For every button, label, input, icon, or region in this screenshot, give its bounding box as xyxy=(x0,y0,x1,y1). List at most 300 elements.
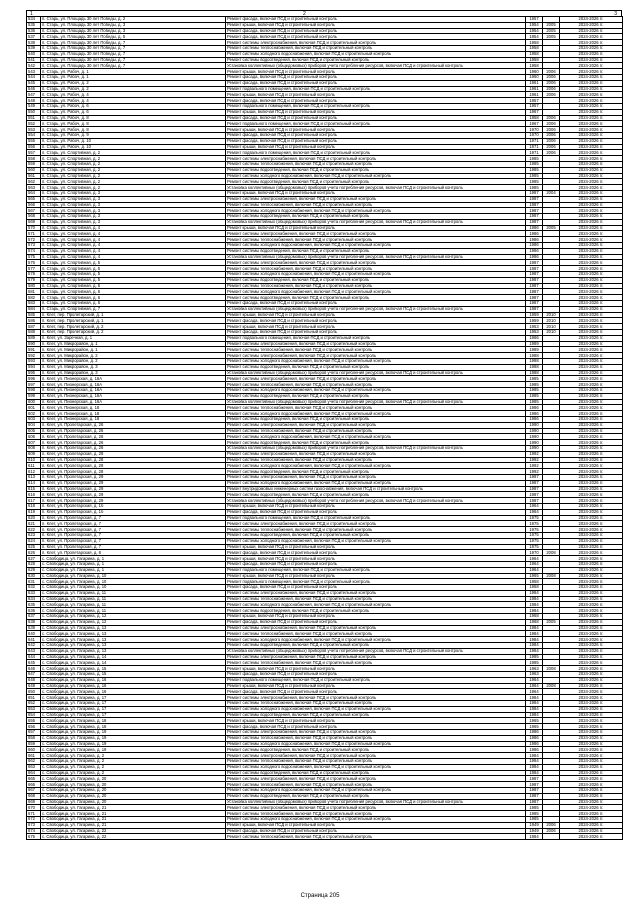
row-year: 1954 xyxy=(526,22,543,28)
row-year: 1989 xyxy=(526,341,543,347)
row-period: 2024-2026 гг. xyxy=(560,388,623,394)
row-year: 1987 xyxy=(526,480,543,486)
row-number: 655 xyxy=(27,718,41,724)
row-work-type: Ремонт системы холодного водоснабжения, включая ПСД и строительный контроль xyxy=(226,173,526,179)
row-period: 2024-2026 гг. xyxy=(560,561,623,567)
row-work-type: Ремонт фасада, включая ПСД и строительный контроль xyxy=(226,17,526,23)
row-work-type: Установка коллективных (общедомовых) приборов учета потребления ресурсов, включая ПСД и строительный контроль xyxy=(226,63,526,69)
row-address: п. Старь, ул. Спортивная, д. 5 xyxy=(41,260,226,266)
row-address: с. Свободица, ул. Гагарина, д. 19 xyxy=(41,741,226,747)
row-year: 1967 xyxy=(526,121,543,127)
row-work-type: Ремонт системы электроснабжения, включая ПСД и строительный контроль xyxy=(226,231,526,237)
row-address: п. Клет, ул. Микрорайон, д. 2 xyxy=(41,353,226,359)
row-year: 1963 xyxy=(526,666,543,672)
row-work-type: Ремонт системы теплоснабжения, включая ПСД и строительный контроль xyxy=(226,428,526,434)
row-work-type: Ремонт системы электроснабжения, включая ПСД и строительный контроль xyxy=(226,451,526,457)
row-year: 1992 xyxy=(526,463,543,469)
row-number: 628 xyxy=(27,561,41,567)
row-number: 629 xyxy=(27,567,41,573)
row-period: 2024-2026 гг. xyxy=(560,451,623,457)
row-year: 1975 xyxy=(526,538,543,544)
row-period: 2024-2026 гг. xyxy=(560,521,623,527)
row-period: 2024-2026 гг. xyxy=(560,121,623,127)
row-period: 2024-2026 гг. xyxy=(560,74,623,80)
row-period: 2024-2026 гг. xyxy=(560,376,623,382)
row-work-type: Ремонт системы водоотведения, включая ПСД и строительный контроль xyxy=(226,643,526,649)
row-period: 2024-2026 гг. xyxy=(560,689,623,695)
row-work-type: Ремонт системы водоотведения, включая ПСД и строительный контроль xyxy=(226,440,526,446)
row-number: 541 xyxy=(27,57,41,63)
row-year: 1986 xyxy=(526,416,543,422)
row-address: п. Старь, ул. Рабоч, д. 8 xyxy=(41,121,226,127)
row-period: 2024-2026 гг. xyxy=(560,579,623,585)
row-work-type: Ремонт системы электроснабжения, включая ПСД и строительный контроль xyxy=(226,625,526,631)
row-year: 1987 xyxy=(526,498,543,504)
row-year: 1987 xyxy=(526,301,543,307)
row-year: 1987 xyxy=(526,272,543,278)
row-period: 2024-2026 гг. xyxy=(560,324,623,330)
row-year-extra: 2010 xyxy=(543,330,560,336)
row-address: п. Клет, пер. Пролетарский, д. 1 xyxy=(41,318,226,324)
row-period: 2024-2026 гг. xyxy=(560,677,623,683)
row-year: 1964 xyxy=(526,556,543,562)
row-period: 2024-2026 гг. xyxy=(560,440,623,446)
row-period: 2024-2026 гг. xyxy=(560,260,623,266)
row-work-type: Ремонт системы теплоснабжения, включая ПСД и строительный контроль xyxy=(226,237,526,243)
row-year: 1985 xyxy=(526,388,543,394)
row-period: 2024-2026 гг. xyxy=(560,457,623,463)
row-work-type: Ремонт системы водоотведения, включая ПСД и строительный контроль xyxy=(226,214,526,220)
row-address: п. Старь, ул. Спортивная, д. 6 xyxy=(41,283,226,289)
row-number: 654 xyxy=(27,712,41,718)
row-year: 1961 xyxy=(526,80,543,86)
row-year: 1984 xyxy=(526,759,543,765)
row-period: 2024-2026 гг. xyxy=(560,364,623,370)
row-address: с. Свободица, ул. Гагарина, д. 10 xyxy=(41,573,226,579)
row-number: 614 xyxy=(27,480,41,486)
row-address: п. Клет, ул. Пионерская, д. 18 xyxy=(41,405,226,411)
row-period: 2024-2026 гг. xyxy=(560,428,623,434)
row-number: 587 xyxy=(27,324,41,330)
row-year: 1960 xyxy=(526,69,543,75)
row-address: с. Свободица, ул. Гагарина, д. 1 xyxy=(41,561,226,567)
row-number: 568 xyxy=(27,214,41,220)
row-year: 1975 xyxy=(526,515,543,521)
row-number: 583 xyxy=(27,301,41,307)
row-year: 1958 xyxy=(526,115,543,121)
row-number: 622 xyxy=(27,527,41,533)
row-year: 1988 xyxy=(526,359,543,365)
row-period: 2024-2026 гг. xyxy=(560,17,623,23)
row-address: с. Свободица, ул. Гагарина, д. 20 xyxy=(41,787,226,793)
row-year: 1984 xyxy=(526,643,543,649)
row-period: 2024-2026 гг. xyxy=(560,161,623,167)
row-year: 1987 xyxy=(526,799,543,805)
row-period: 2024-2026 гг. xyxy=(560,208,623,214)
row-address: п. Старь, ул. Рабоч, д. 4 xyxy=(41,98,226,104)
row-number: 595 xyxy=(27,370,41,376)
row-number: 550 xyxy=(27,109,41,115)
row-year: 1958 xyxy=(526,579,543,585)
row-year: 1987 xyxy=(526,289,543,295)
row-number: 570 xyxy=(27,225,41,231)
row-period: 2024-2026 гг. xyxy=(560,28,623,34)
row-period: 2024-2026 гг. xyxy=(560,822,623,828)
row-address: п. Клет, ул. Пролетарская, д. 7 xyxy=(41,532,226,538)
row-address: п. Старь, ул. Площадь 30 лет Победы, д. 7 xyxy=(41,45,226,51)
row-address: п. Клет, ул. Пролетарская, д. 28 xyxy=(41,457,226,463)
row-work-type: Ремонт системы холодного водоснабжения, включая ПСД и строительный контроль xyxy=(226,411,526,417)
row-year: 1975 xyxy=(526,544,543,550)
row-period: 2024-2026 гг. xyxy=(560,834,623,840)
row-work-type: Ремонт системы водоотведения, включая ПСД и строительный контроль xyxy=(226,770,526,776)
row-year-extra: 2006 xyxy=(543,127,560,133)
row-number: 591 xyxy=(27,347,41,353)
row-work-type: Ремонт фасада, включая ПСД и строительный контроль xyxy=(226,330,526,336)
row-work-type: Установка коллективных (общедомовых) приборов учета потребления ресурсов, включая ПСД и строительный контроль xyxy=(226,399,526,405)
row-number: 578 xyxy=(27,272,41,278)
row-period: 2024-2026 гг. xyxy=(560,399,623,405)
row-year: 1986 xyxy=(526,225,543,231)
row-address: п. Клет, ул. Пролетарская, д. 29 xyxy=(41,498,226,504)
row-period: 2024-2026 гг. xyxy=(560,724,623,730)
row-work-type: Установка коллективных (общедомовых) приборов учета потребления ресурсов, включая ПСД и строительный контроль xyxy=(226,185,526,191)
row-year: 1964 xyxy=(526,683,543,689)
row-number: 546 xyxy=(27,86,41,92)
row-period: 2024-2026 гг. xyxy=(560,306,623,312)
row-number: 635 xyxy=(27,602,41,608)
row-period: 2024-2026 гг. xyxy=(560,312,623,318)
row-address: п. Старь, ул. Площадь 30 лет Победы, д. 7 xyxy=(41,57,226,63)
row-year: 1985 xyxy=(526,167,543,173)
row-period: 2024-2026 гг. xyxy=(560,486,623,492)
row-period: 2024-2026 гг. xyxy=(560,498,623,504)
row-work-type: Ремонт системы электроснабжения, включая ПСД и строительный контроль xyxy=(226,776,526,782)
row-number: 582 xyxy=(27,295,41,301)
row-year: 1968 xyxy=(526,614,543,620)
row-address: п. Старь, ул. Рабоч, д. 10 xyxy=(41,144,226,150)
row-address: п. Старь, ул. Площадь 30 лет Победы, д. 7 xyxy=(41,40,226,46)
row-period: 2024-2026 гг. xyxy=(560,127,623,133)
row-number: 666 xyxy=(27,782,41,788)
row-year: 1987 xyxy=(526,492,543,498)
row-address: п. Клет, ул. Заречная, д. 1 xyxy=(41,335,226,341)
row-address: п. Старь, ул. Рабоч, д. 2 xyxy=(41,86,226,92)
row-year: 1984 xyxy=(526,834,543,840)
row-year: 1985 xyxy=(526,393,543,399)
row-address: п. Клет, ул. Пролетарская, д. 7 xyxy=(41,538,226,544)
row-work-type: Ремонт фасада, включая ПСД и строительный контроль xyxy=(226,115,526,121)
row-year: 1961 xyxy=(526,86,543,92)
row-period: 2024-2026 гг. xyxy=(560,631,623,637)
row-address: с. Свободица, ул. Гагарина, д. 15 xyxy=(41,672,226,678)
row-year: 1985 xyxy=(526,156,543,162)
row-work-type: Ремонт фасада, включая ПСД и строительный контроль xyxy=(226,318,526,324)
row-address: с. Свободица, ул. Гагарина, д. 12 xyxy=(41,614,226,620)
row-year: 1990 xyxy=(526,428,543,434)
row-work-type: Ремонт системы электроснабжения, включая ПСД и строительный контроль xyxy=(226,474,526,480)
row-work-type: Ремонт крыши, включая ПСД и строительный контроль xyxy=(226,544,526,550)
row-work-type: Ремонт крыши, включая ПСД и строительный контроль xyxy=(226,666,526,672)
row-address: п. Клет, ул. Пролетарская, д. 26 xyxy=(41,445,226,451)
row-year: 1966 xyxy=(526,335,543,341)
row-year: 1987 xyxy=(526,295,543,301)
row-number: 581 xyxy=(27,289,41,295)
row-year: 1963 xyxy=(526,672,543,678)
row-address: с. Свободица, ул. Гагарина, д. 19 xyxy=(41,747,226,753)
row-year: 1964 xyxy=(526,561,543,567)
row-number: 650 xyxy=(27,689,41,695)
row-number: 658 xyxy=(27,735,41,741)
row-work-type: Ремонт системы теплоснабжения, включая ПСД и строительный контроль xyxy=(226,631,526,637)
row-period: 2024-2026 гг. xyxy=(560,272,623,278)
row-year: 1990 xyxy=(526,445,543,451)
row-year-extra: 2006 xyxy=(543,121,560,127)
row-period: 2024-2026 гг. xyxy=(560,718,623,724)
row-address: п. Старь, ул. Спортивная, д. 3 xyxy=(41,196,226,202)
row-period: 2024-2026 гг. xyxy=(560,277,623,283)
row-number: 611 xyxy=(27,463,41,469)
row-period: 2024-2026 гг. xyxy=(560,22,623,28)
row-address: п. Старь, ул. Спортивная, д. 3 xyxy=(41,208,226,214)
row-address: п. Клет, ул. Пролетарская, д. 1б xyxy=(41,509,226,515)
row-address: с. Свободица, ул. Гагарина, д. 13 xyxy=(41,643,226,649)
row-work-type: Ремонт системы теплоснабжения, включая ПСД и строительный контроль xyxy=(226,45,526,51)
row-period: 2024-2026 гг. xyxy=(560,202,623,208)
row-year: 1985 xyxy=(526,399,543,405)
row-year: 1965 xyxy=(526,573,543,579)
row-year: 1987 xyxy=(526,266,543,272)
row-year: 1987 xyxy=(526,196,543,202)
row-period: 2024-2026 гг. xyxy=(560,411,623,417)
row-work-type: Ремонт системы водоотведения, включая ПСД и строительный контроль xyxy=(226,179,526,185)
row-number: 652 xyxy=(27,701,41,707)
row-work-type: Ремонт системы водоотведения, включая ПСД и строительный контроль xyxy=(226,532,526,538)
row-number: 536 xyxy=(27,28,41,34)
row-year-extra: 2006 xyxy=(543,132,560,138)
row-work-type: Ремонт системы водоотведения, включая ПСД и строительный контроль xyxy=(226,364,526,370)
row-work-type: Установка коллективных (общедомовых) приборов учета потребления ресурсов, включая ПСД и строительный контроль xyxy=(226,254,526,260)
row-number: 644 xyxy=(27,654,41,660)
row-address: п. Клет, ул. Пролетарская, д. 29 xyxy=(41,474,226,480)
row-work-type: Ремонт подвального помещения, включая ПСД и строительный контроль xyxy=(226,150,526,156)
row-number: 646 xyxy=(27,666,41,672)
row-year: 1964 xyxy=(526,567,543,573)
row-work-type: Ремонт системы электроснабжения, включая ПСД и строительный контроль xyxy=(226,196,526,202)
row-work-type: Ремонт подвального помещения, включая ПСД и строительный контроль xyxy=(226,121,526,127)
row-number: 626 xyxy=(27,550,41,556)
row-work-type: Ремонт фасада, включая ПСД и строительный контроль xyxy=(226,98,526,104)
row-number: 605 xyxy=(27,428,41,434)
row-number: 593 xyxy=(27,359,41,365)
row-work-type: Ремонт системы холодного водоснабжения, включая ПСД и строительный контроль xyxy=(226,538,526,544)
row-number: 567 xyxy=(27,208,41,214)
row-period: 2024-2026 гг. xyxy=(560,799,623,805)
row-year: 1965 xyxy=(526,718,543,724)
row-year: 1985 xyxy=(526,816,543,822)
row-number: 564 xyxy=(27,190,41,196)
row-period: 2024-2026 гг. xyxy=(560,538,623,544)
row-address: с. Свободица, ул. Гагарина, д. 11 xyxy=(41,596,226,602)
row-address: п. Старь, ул. Спортивная, д. 2 xyxy=(41,150,226,156)
row-year: 1985 xyxy=(526,161,543,167)
row-period: 2024-2026 гг. xyxy=(560,556,623,562)
row-period: 2024-2026 гг. xyxy=(560,214,623,220)
row-address: п. Старь, ул. Площадь 30 лет Победы, д. 7 xyxy=(41,63,226,69)
row-address: п. Клет, ул. Пролетарская, д. 29 xyxy=(41,486,226,492)
row-address: п. Старь, ул. Спортивная, д. 3 xyxy=(41,214,226,220)
row-work-type: Ремонт системы водоотведения, включая ПСД и строительный контроль xyxy=(226,248,526,254)
row-address: п. Клет, ул. Пролетарская, д. 28 xyxy=(41,469,226,475)
row-year: 1985 xyxy=(526,376,543,382)
row-number: 607 xyxy=(27,440,41,446)
row-work-type: Ремонт крыши, включая ПСД и строительный контроль xyxy=(226,324,526,330)
row-work-type: Ремонт системы электроснабжения, включая ПСД и строительный контроль xyxy=(226,730,526,736)
row-period: 2024-2026 гг. xyxy=(560,509,623,515)
row-year: 1987 xyxy=(526,776,543,782)
table-row xyxy=(27,834,623,840)
row-work-type: Ремонт фасада, включая ПСД и строительный контроль xyxy=(226,689,526,695)
row-period: 2024-2026 гг. xyxy=(560,393,623,399)
row-number: 542 xyxy=(27,63,41,69)
row-address: с. Свободица, ул. Гагарина, д. 20 xyxy=(41,776,226,782)
row-work-type: Ремонт крыши, включая ПСД и строительный контроль xyxy=(226,556,526,562)
row-work-type: Ремонт системы холодного водоснабжения, включая ПСД и строительный контроль xyxy=(226,272,526,278)
row-work-type: Ремонт фасада, включая ПСД и строительный контроль xyxy=(226,28,526,34)
row-year: 1987 xyxy=(526,787,543,793)
row-address: п. Старь, ул. Площадь 30 лет Победы, д. 3 xyxy=(41,22,226,28)
row-work-type: Установка коллективных (общедомовых) приборов учета потребления ресурсов, включая ПСД и строительный контроль xyxy=(226,799,526,805)
row-address: с. Свободица, ул. Гагарина, д. 10 xyxy=(41,579,226,585)
row-number: 667 xyxy=(27,787,41,793)
row-period: 2024-2026 гг. xyxy=(560,712,623,718)
row-period: 2024-2026 гг. xyxy=(560,492,623,498)
row-number: 612 xyxy=(27,469,41,475)
row-year-extra: 2005 xyxy=(543,225,560,231)
row-work-type: Ремонт фасада, включая ПСД и строительный контроль xyxy=(226,132,526,138)
row-number: 565 xyxy=(27,196,41,202)
row-address: с. Свободица, ул. Гагарина, д. 2 xyxy=(41,770,226,776)
row-period: 2024-2026 гг. xyxy=(560,80,623,86)
row-number: 662 xyxy=(27,759,41,765)
row-period: 2024-2026 гг. xyxy=(560,115,623,121)
row-year: 1958 xyxy=(526,40,543,46)
row-year: 1957 xyxy=(526,17,543,23)
row-address: п. Старь, ул. Спортивная, д. 4 xyxy=(41,254,226,260)
row-work-type: Ремонт системы электроснабжения, включая ПСД и строительный контроль xyxy=(226,695,526,701)
row-address: п. Старь, ул. Спортивная, д. 4 xyxy=(41,248,226,254)
row-work-type: Ремонт системы электроснабжения, включая ПСД и строительный контроль xyxy=(226,590,526,596)
row-year: 1970 xyxy=(526,550,543,556)
row-period: 2024-2026 гг. xyxy=(560,237,623,243)
row-work-type: Ремонт крыши, включая ПСД и строительный контроль xyxy=(226,92,526,98)
row-address: с. Свободица, ул. Гагарина, д. 20 xyxy=(41,793,226,799)
row-year: 1984 xyxy=(526,596,543,602)
row-year: 1986 xyxy=(526,243,543,249)
row-period: 2024-2026 гг. xyxy=(560,167,623,173)
row-number: 649 xyxy=(27,683,41,689)
row-work-type: Ремонт системы холодного водоснабжения, включая ПСД и строительный контроль xyxy=(226,787,526,793)
row-address: п. Старь, ул. Спортивная, д. 4 xyxy=(41,237,226,243)
row-number: 553 xyxy=(27,127,41,133)
row-period: 2024-2026 гг. xyxy=(560,625,623,631)
row-period: 2024-2026 гг. xyxy=(560,196,623,202)
row-number: 588 xyxy=(27,330,41,336)
row-number: 639 xyxy=(27,625,41,631)
row-address: с. Свободица, ул. Гагарина, д. 11 xyxy=(41,590,226,596)
row-number: 613 xyxy=(27,474,41,480)
row-work-type: Ремонт системы водоотведения, включая ПСД и строительный контроль xyxy=(226,57,526,63)
row-address: с. Свободица, ул. Гагарина, д. 13 xyxy=(41,625,226,631)
row-number: 547 xyxy=(27,92,41,98)
row-year: 1984 xyxy=(526,770,543,776)
row-number: 665 xyxy=(27,776,41,782)
row-number: 610 xyxy=(27,457,41,463)
row-address: п. Клет, ул. Пионерская, д. 18 xyxy=(41,411,226,417)
row-number: 627 xyxy=(27,556,41,562)
row-period: 2024-2026 гг. xyxy=(560,185,623,191)
row-period: 2024-2026 гг. xyxy=(560,828,623,834)
row-address: с. Свободица, ул. Гагарина, д. 16 xyxy=(41,689,226,695)
row-work-type: Ремонт крыши, включая ПСД и строительный контроль xyxy=(226,312,526,318)
row-period: 2024-2026 гг. xyxy=(560,608,623,614)
row-work-type: Ремонт подвального помещения, включая ПСД и строительный контроль xyxy=(226,579,526,585)
row-year: 1986 xyxy=(526,411,543,417)
row-year: 1964 xyxy=(526,677,543,683)
row-work-type: Ремонт системы теплоснабжения, включая ПСД и строительный контроль xyxy=(226,701,526,707)
row-number: 672 xyxy=(27,816,41,822)
row-work-type: Ремонт крыши, включая ПСД и строительный контроль xyxy=(226,503,526,509)
row-year: 1949 xyxy=(526,822,543,828)
row-number: 554 xyxy=(27,132,41,138)
row-period: 2024-2026 гг. xyxy=(560,701,623,707)
row-period: 2024-2026 гг. xyxy=(560,445,623,451)
row-year: 1984 xyxy=(526,625,543,631)
row-number: 643 xyxy=(27,648,41,654)
row-period: 2024-2026 гг. xyxy=(560,295,623,301)
row-year-extra: 2005 xyxy=(543,28,560,34)
row-address: п. Старь, ул. Спортивная, д. 3 xyxy=(41,190,226,196)
row-address: с. Свободица, ул. Гагарина, д. 18 xyxy=(41,724,226,730)
row-year: 1985 xyxy=(526,382,543,388)
row-address: п. Старь, ул. Площадь 30 лет Победы, д. 5 xyxy=(41,34,226,40)
row-period: 2024-2026 гг. xyxy=(560,544,623,550)
row-work-type: Ремонт крыши, включая ПСД и строительный контроль xyxy=(226,109,526,115)
row-period: 2024-2026 гг. xyxy=(560,190,623,196)
row-work-type: Ремонт системы электроснабжения, включая ПСД и строительный контроль xyxy=(226,521,526,527)
row-number: 642 xyxy=(27,643,41,649)
row-address: с. Свободица, ул. Гагарина, д. 11 xyxy=(41,602,226,608)
row-number: 618 xyxy=(27,503,41,509)
row-address: п. Клет, ул. Пролетарская, д. 26 xyxy=(41,434,226,440)
row-work-type: Ремонт системы водоотведения, включая ПСД и строительный контроль xyxy=(226,167,526,173)
row-address: п. Клет, пер. Пролетарский, д. 2 xyxy=(41,324,226,330)
row-address: п. Старь, ул. Спортивная, д. 4 xyxy=(41,231,226,237)
row-work-type: Ремонт фасада, включая ПСД и строительный контроль xyxy=(226,80,526,86)
row-number: 674 xyxy=(27,828,41,834)
row-work-type: Ремонт крыши, включая ПСД и строительный контроль xyxy=(226,190,526,196)
row-period: 2024-2026 гг. xyxy=(560,573,623,579)
row-number: 637 xyxy=(27,614,41,620)
row-work-type: Ремонт системы теплоснабжения, включая ПСД и строительный контроль xyxy=(226,596,526,602)
row-year-extra: 2006 xyxy=(543,92,560,98)
row-period: 2024-2026 гг. xyxy=(560,503,623,509)
row-period: 2024-2026 гг. xyxy=(560,347,623,353)
row-period: 2024-2026 гг. xyxy=(560,648,623,654)
row-number: 596 xyxy=(27,376,41,382)
row-period: 2024-2026 гг. xyxy=(560,330,623,336)
row-year: 1970 xyxy=(526,127,543,133)
